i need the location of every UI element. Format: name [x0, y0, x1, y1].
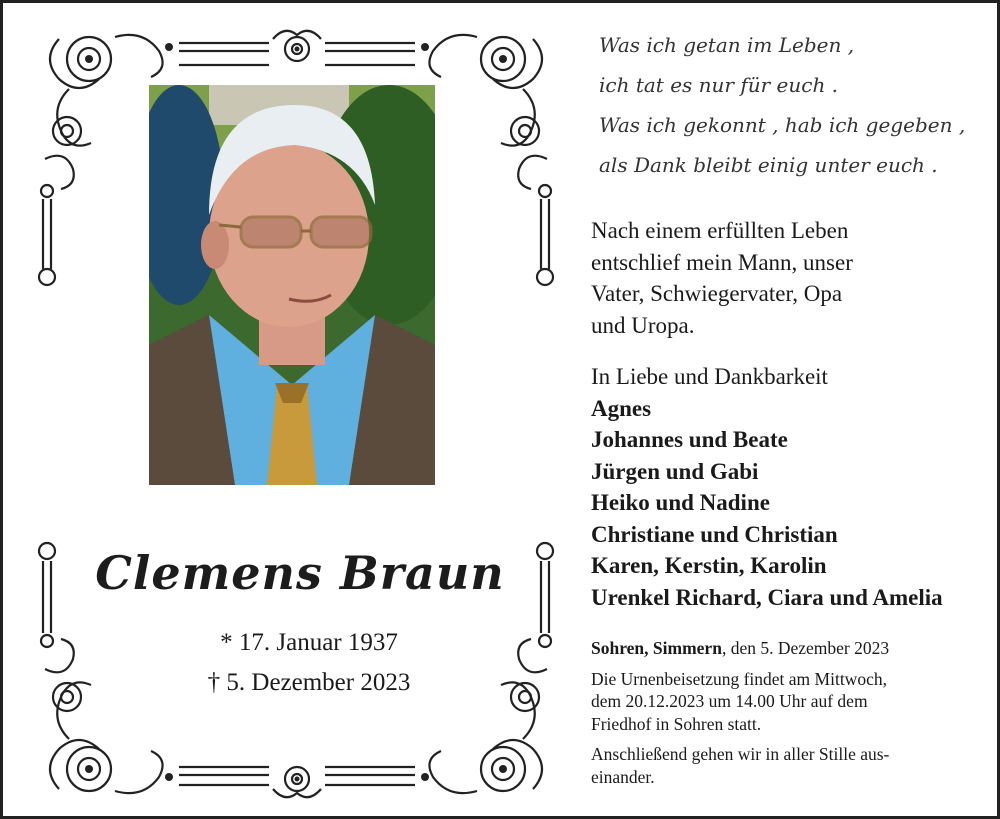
- life-dates: [129, 623, 489, 703]
- notice-date: , den 5. Dezember 2023: [721, 638, 890, 658]
- family-heading: In Liebe und Dankbarkeit: [591, 364, 828, 389]
- family-list: [591, 361, 996, 613]
- burial-line: Die Urnenbeisetzung findet am Mittwoch,: [591, 668, 887, 689]
- place-date-line: [591, 637, 991, 660]
- deceased-name: Clemens Braun: [95, 546, 505, 600]
- intro-line: Nach einem erfüllten Leben: [591, 218, 849, 243]
- birth-date: * 17. Januar 1937: [220, 629, 398, 656]
- closing-notice: [591, 743, 991, 788]
- burial-line: dem 20.12.2023 um 14.00 Uhr auf dem: [591, 691, 868, 711]
- burial-notice: [591, 668, 991, 736]
- family-member: Heiko und Nadine: [591, 490, 770, 515]
- poem-line: Was ich getan im Leben ,: [599, 33, 855, 57]
- burial-line: Friedhof in Sohren statt.: [591, 713, 762, 734]
- intro-line: Vater, Schwiegervater, Opa: [591, 281, 843, 306]
- family-member: Christiane und Christian: [591, 521, 838, 547]
- poem-line: ich tat es nur für euch .: [599, 73, 839, 97]
- intro-line: und Uropa.: [591, 312, 695, 338]
- family-member: Karen, Kerstin, Karolin: [591, 553, 827, 578]
- portrait-photo: [149, 85, 435, 485]
- closing-line: einander.: [591, 766, 655, 787]
- place: Sohren, Simmern: [591, 638, 722, 658]
- death-date: † 5. Dezember 2023: [207, 669, 411, 696]
- family-member: Johannes und Beate: [591, 427, 788, 452]
- intro-line: entschlief mein Mann, unser: [591, 249, 853, 275]
- poem-line: Was ich gekonnt , hab ich gegeben ,: [599, 113, 966, 137]
- family-member: Jürgen und Gabi: [591, 458, 759, 484]
- closing-line: Anschließend gehen wir in aller Stille aus-: [591, 744, 890, 764]
- poem-line: als Dank bleibt einig unter euch .: [599, 153, 938, 177]
- family-member: Urenkel Richard, Ciara und Amelia: [591, 584, 943, 610]
- poem: [599, 25, 989, 185]
- family-member: Agnes: [591, 395, 652, 421]
- funeral-info: [591, 637, 991, 796]
- intro-text: [591, 215, 991, 341]
